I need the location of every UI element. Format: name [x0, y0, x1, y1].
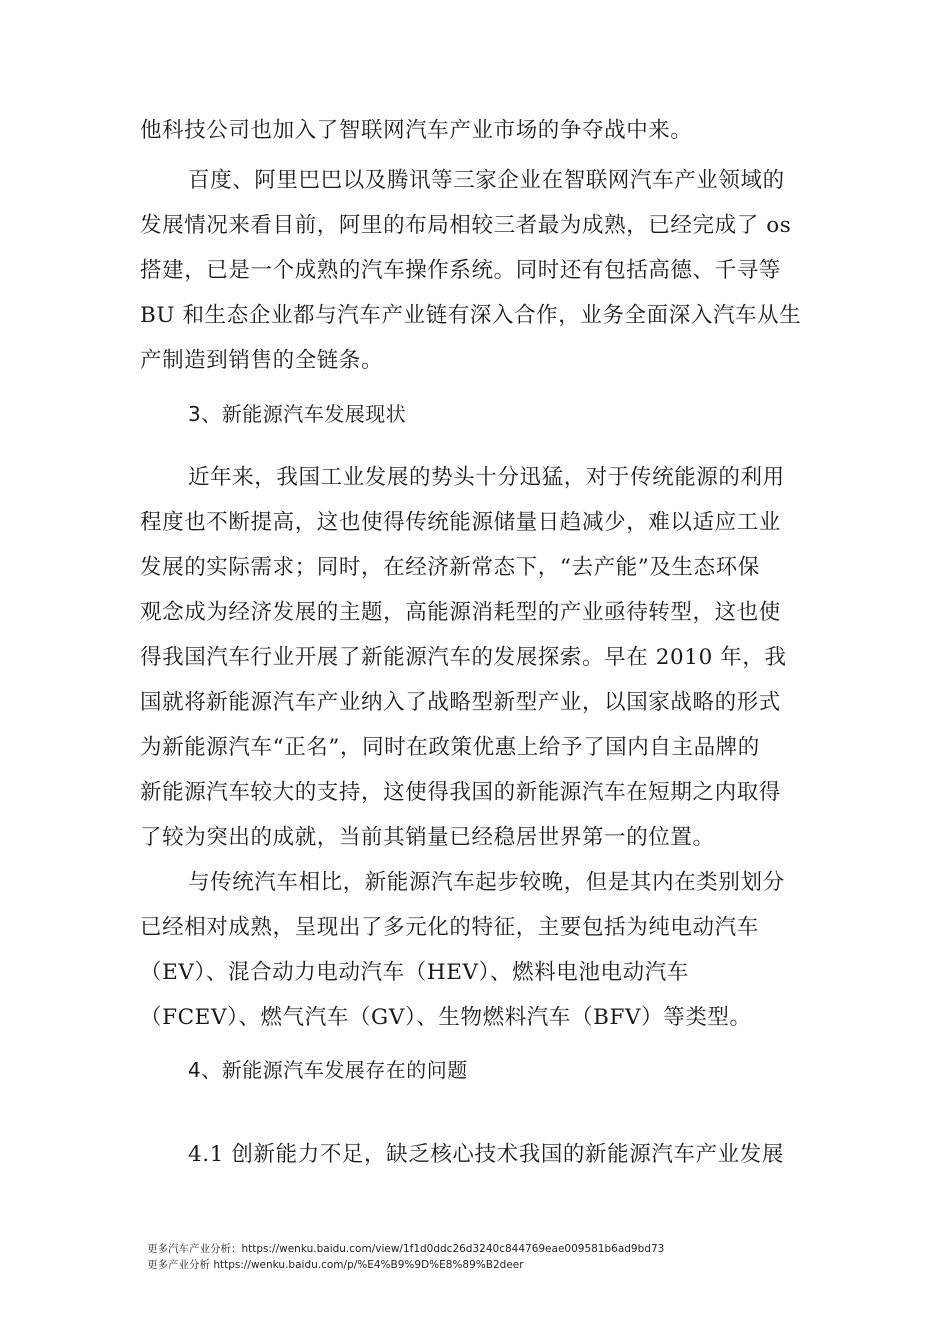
paragraph-line: 为新能源汽车“正名”，同时在政策优惠上给予了国内自主品牌的 [140, 735, 760, 760]
paragraph-line: 发展情况来看目前，阿里的布局相较三者最为成熟，已经完成了 os [140, 213, 792, 238]
paragraph-line: 发展的实际需求；同时，在经济新常态下，“去产能”及生态环保 [140, 555, 760, 580]
paragraph-line: 4.1 创新能力不足，缺乏核心技术我国的新能源汽车产业发展 [188, 1142, 784, 1167]
paragraph-line: 搭建，已是一个成熟的汽车操作系统。同时还有包括高德、千寻等 [140, 258, 781, 283]
paragraph-line: BU 和生态企业都与汽车产业链有深入合作，业务全面深入汽车从生 [140, 303, 802, 328]
paragraph-line: 程度也不断提高，这也使得传统能源储量日趋减少，难以适应工业 [140, 510, 781, 535]
paragraph-line: 观念成为经济发展的主题，高能源消耗型的产业亟待转型，这也使 [140, 600, 781, 625]
paragraph-line: 得我国汽车行业开展了新能源汽车的发展探索。早在 2010 年，我 [140, 645, 787, 670]
paragraph-line: 与传统汽车相比，新能源汽车起步较晚，但是其内在类别划分 [188, 870, 785, 895]
footer-link[interactable]: 更多汽车产业分析：https://wenku.baidu.com/view/1f1d0ddc26d3240c844769eae009581b6ad9bd73 [147, 1243, 665, 1255]
section-heading: 4、新能源汽车发展存在的问题 [188, 1058, 468, 1082]
paragraph-line: （FCEV）、燃气汽车（GV）、生物燃料汽车（BFV）等类型。 [140, 1005, 752, 1030]
section-heading: 3、新能源汽车发展现状 [188, 402, 407, 426]
paragraph-line: 已经相对成熟，呈现出了多元化的特征，主要包括为纯电动汽车 [140, 915, 759, 940]
paragraph-line: 百度、阿里巴巴以及腾讯等三家企业在智联网汽车产业领域的 [188, 168, 785, 193]
paragraph-line: （EV）、混合动力电动汽车（HEV）、燃料电池电动汽车 [140, 960, 689, 985]
footer-link[interactable]: 更多产业分析 https://wenku.baidu.com/p/%E4%B9%9D%E8%89%B2deer [147, 1259, 524, 1271]
paragraph-line: 产制造到销售的全链条。 [140, 348, 384, 373]
paragraph-line: 近年来，我国工业发展的势头十分迅猛，对于传统能源的利用 [188, 465, 785, 490]
paragraph-line: 他科技公司也加入了智联网汽车产业市场的争夺战中来。 [140, 118, 693, 143]
paragraph-line: 新能源汽车较大的支持，这使得我国的新能源汽车在短期之内取得 [140, 780, 781, 805]
paragraph-line: 国就将新能源汽车产业纳入了战略型新型产业，以国家战略的形式 [140, 690, 781, 715]
paragraph-line: 了较为突出的成就，当前其销量已经稳居世界第一的位置。 [140, 825, 715, 850]
